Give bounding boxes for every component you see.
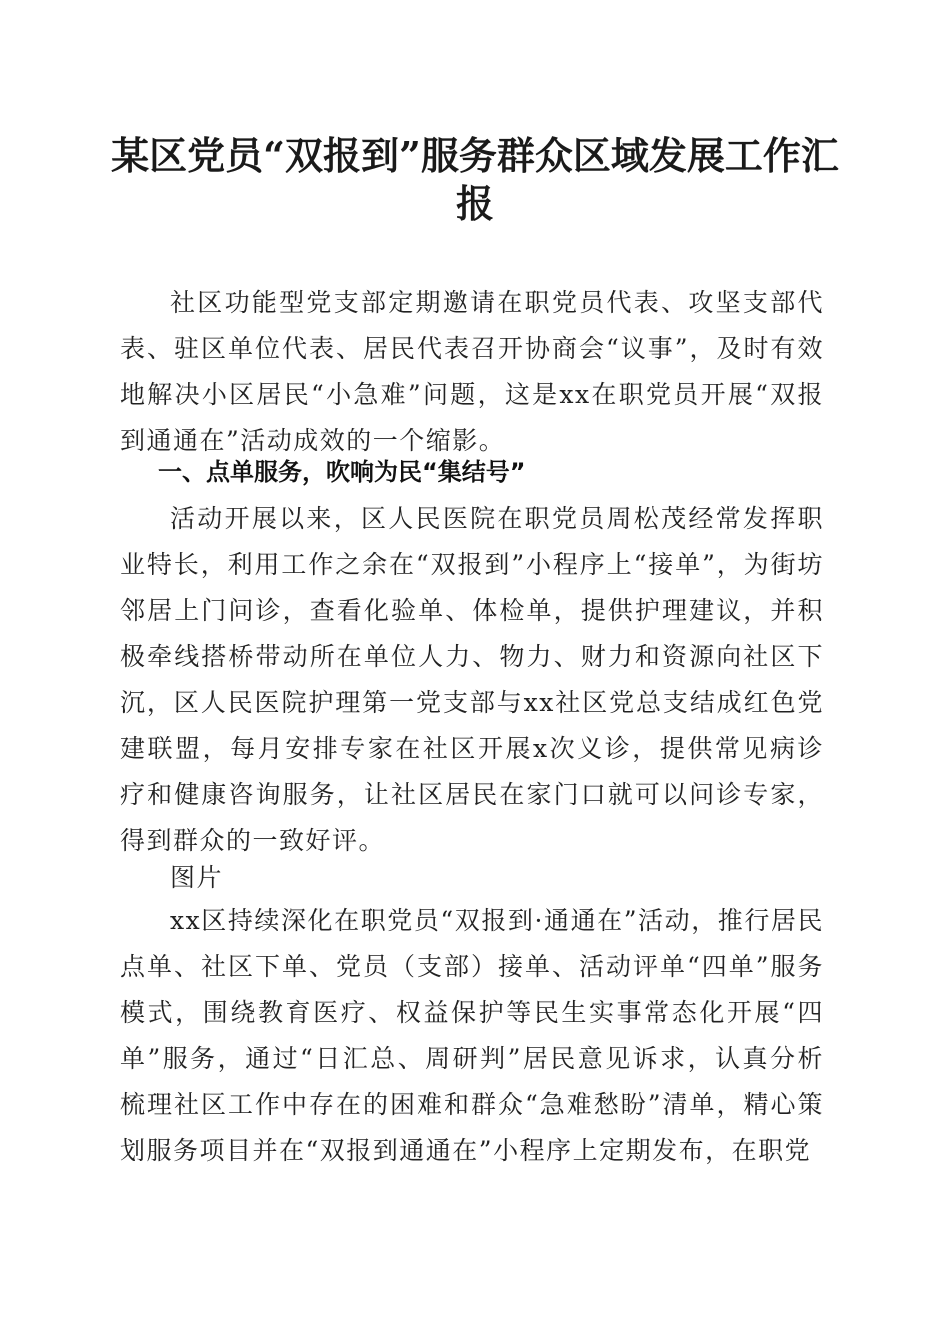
document-title: 某区党员“双报到”服务群众区域发展工作汇报 [111,133,839,226]
image-placeholder-text: 图片 [170,863,224,892]
paragraph-continuation: xx区持续深化在职党员“双报到·通通在”活动，推行居民点单、社区下单、党员（支部）接单、活动评单“四单”服务模式，围绕教育医疗、权益保护等民生实事常态化开展“四单”服务，通过“日汇总、周研判”居民意见诉求，认真分析梳理社区工作中存在的困难和群众“急难愁盼”清单，精心策划服务项目并在“双报到通通在”小程序上定期发布，在职党 [120,906,824,1165]
paragraph-section-1: 活动开展以来，区人民医院在职党员周松茂经常发挥职业特长，利用工作之余在“双报到”小程序上“接单”，为街坊邻居上门问诊，查看化验单、体检单，提供护理建议，并积极牵线搭桥带动所在单位人力、物力、财力和资源向社区下沉，区人民医院护理第一党支部与xx社区党总支结成红色党建联盟，每月安排专家在社区开展x次义诊，提供常见病诊疗和健康咨询服务，让社区居民在家门口就可以问诊专家，得到群众的一致好评。 [120,504,824,855]
section-heading-1: 一、点单服务，吹响为民“集结号” [158,458,526,486]
paragraph-intro: 社区功能型党支部定期邀请在职党员代表、攻坚支部代表、驻区单位代表、居民代表召开协商会“议事”，及时有效地解决小区居民“小急难”问题，这是xx在职党员开展“双报到通通在”活动成效的一个缩影。 [120,288,824,455]
